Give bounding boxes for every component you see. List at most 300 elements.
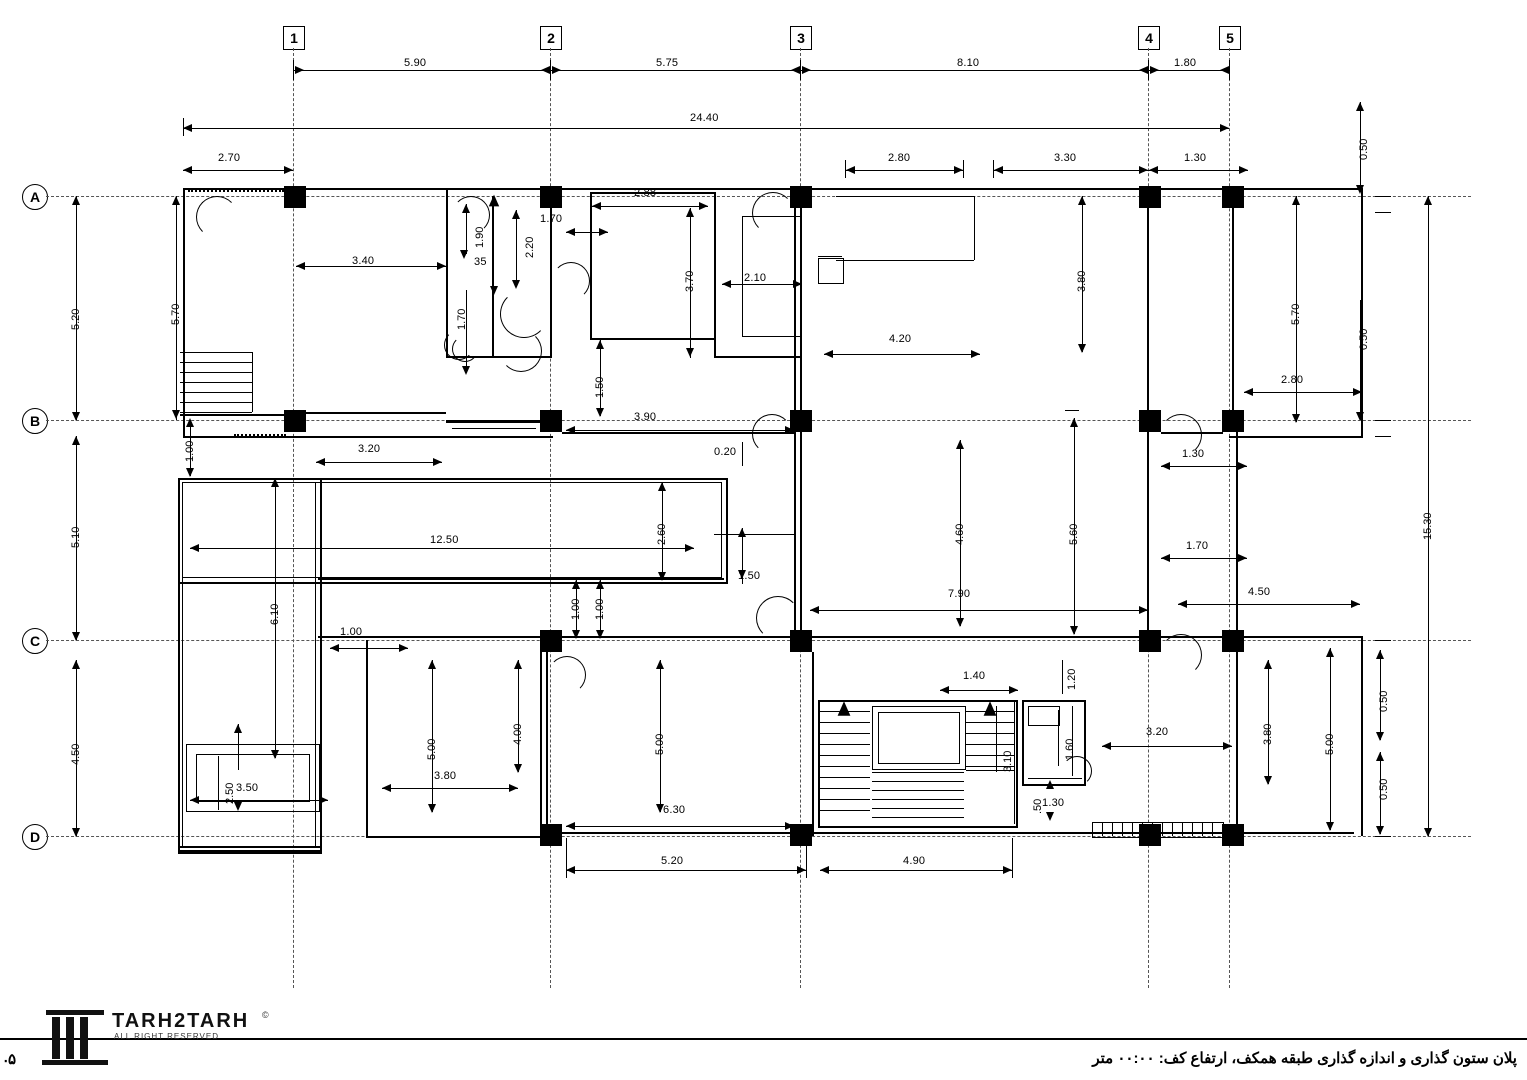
grid-label-D: D <box>22 824 48 850</box>
left-room-bottom2 <box>178 850 320 852</box>
column-B1 <box>284 410 306 432</box>
dim-5-20-left: 5.20 <box>70 308 82 330</box>
dim-line <box>382 788 518 789</box>
dim-line <box>566 826 794 827</box>
dim-arrow <box>1003 866 1012 874</box>
dim-line <box>1102 746 1232 747</box>
dim-arrow <box>1292 414 1300 423</box>
edge-tick-b <box>1375 420 1391 421</box>
dim-arrow <box>956 618 964 627</box>
dim-arrow <box>462 204 470 213</box>
stairs-left-edge <box>252 352 253 412</box>
dim-5-90: 5.90 <box>404 57 427 69</box>
dim-arrow <box>172 196 180 205</box>
dim-arrow <box>1376 826 1384 835</box>
dim-arrow <box>1356 412 1364 421</box>
dim-arrow <box>552 66 561 74</box>
pool-inner <box>196 754 310 802</box>
dim-line <box>316 462 442 463</box>
dim-arrow <box>490 286 498 295</box>
dim-arrow <box>72 412 80 421</box>
dim-arrow <box>1161 554 1170 562</box>
dim-5-75: 5.75 <box>656 57 679 69</box>
title-bar <box>0 1010 1527 1080</box>
dim-line <box>190 800 328 801</box>
drawing-title: پلان ستون گذاری و اندازه گذاری طبقه همکف، ارتفاع کف: ۰۰:۰۰ متر <box>1092 1050 1517 1067</box>
door-swing-5 <box>500 330 542 372</box>
dim-arrow <box>956 440 964 449</box>
dim-arrow <box>1070 626 1078 635</box>
door-swing-1 <box>196 196 238 238</box>
dim-arrow <box>1223 742 1232 750</box>
logo-tagline: ALL RIGHT RESERVED <box>114 1032 219 1041</box>
column-C5 <box>1222 630 1244 652</box>
grid-label-1: 1 <box>283 26 305 50</box>
dim-arrow <box>330 644 339 652</box>
dim-arrow <box>190 796 199 804</box>
dim-arrow <box>271 750 279 759</box>
dim-3-90: 3.90 <box>634 411 657 423</box>
column-B4 <box>1139 410 1161 432</box>
dim-arrow <box>1326 648 1334 657</box>
dim-arrow <box>295 66 304 74</box>
inner-detail-2 <box>836 260 974 261</box>
stairs-run-bottom <box>872 772 964 824</box>
wall-v-800b <box>800 432 802 632</box>
column-A4 <box>1139 186 1161 208</box>
dim-arrow <box>596 408 604 417</box>
dim-3-30: 3.30 <box>1054 152 1077 164</box>
edge-tick-a2 <box>1375 212 1391 213</box>
dim-1-50-upper: 1.50 <box>594 376 606 398</box>
wall-v-1232 <box>1232 196 1234 420</box>
inner-detail-9 <box>794 470 795 534</box>
dim-line <box>1268 660 1269 784</box>
column-A2 <box>540 186 562 208</box>
column-D2 <box>540 824 562 846</box>
dim-arrow <box>1326 822 1334 831</box>
dim-1-70-right: 1.70 <box>1186 540 1209 552</box>
dim-5-10-left: 5.10 <box>70 526 82 548</box>
wall-h-356b <box>714 356 802 358</box>
dim-4-00: 4.00 <box>512 723 524 745</box>
dim-1-20: 1.20 <box>1066 668 1078 690</box>
dim-line <box>1244 392 1362 393</box>
dim-arrow <box>1046 812 1054 821</box>
dim-arrow <box>572 580 580 589</box>
sheet-left-mark: ۰ <box>2 1052 10 1068</box>
dim-arrow <box>1149 166 1158 174</box>
dim-arrow <box>1238 554 1247 562</box>
page-number: ۵ <box>8 1051 17 1068</box>
logo-copyright: © <box>262 1010 269 1020</box>
dim-1-00-c: 1.00 <box>340 626 363 638</box>
dim-6-30: 6.30 <box>663 804 686 816</box>
dim-arrow <box>797 866 806 874</box>
dim-tick <box>1229 60 1230 80</box>
column-C4 <box>1139 630 1161 652</box>
dim-arrow <box>1009 686 1018 694</box>
dim-arrow <box>793 280 802 288</box>
dim-arrow <box>1292 196 1300 205</box>
dim-tick <box>183 118 184 136</box>
dim-arrow <box>72 828 80 837</box>
dim-arrow <box>596 630 604 639</box>
dim-line <box>516 210 517 286</box>
dim-4-90: 4.90 <box>903 855 926 867</box>
dim-arrow <box>1376 752 1384 761</box>
dim-arrow <box>785 426 794 434</box>
bath-fixture <box>1028 706 1060 726</box>
wall-a-seg1 <box>306 188 446 190</box>
dim-arrow <box>1356 102 1364 111</box>
dim-arrow <box>190 544 199 552</box>
dim-2-80-top: 2.80 <box>888 152 911 164</box>
left-room-bottom <box>178 846 320 848</box>
inner-detail-3 <box>974 196 975 260</box>
wall-v-800 <box>800 196 802 420</box>
dim-arrow <box>785 822 794 830</box>
dim-5-00-left: 5.00 <box>426 738 438 760</box>
left-room-right-wall <box>320 578 322 850</box>
grid-label-C: C <box>22 628 48 654</box>
wall-v-446 <box>446 188 448 356</box>
dim-line <box>238 724 239 770</box>
door-swing-4 <box>552 262 590 300</box>
inner-detail-8 <box>714 534 794 535</box>
dim-arrow <box>658 572 666 581</box>
dim-line <box>1058 710 1059 766</box>
dim-line <box>218 756 219 810</box>
door-swing-12 <box>1062 756 1092 786</box>
door-swing-14 <box>452 336 478 362</box>
dim-1-00-a: 1.00 <box>594 598 606 620</box>
dim-line <box>432 660 433 812</box>
dim-arrow <box>791 66 800 74</box>
inner-detail-7 <box>742 336 800 337</box>
dim-line <box>993 170 1148 171</box>
dim-arrow <box>1102 742 1111 750</box>
dim-arrow <box>234 802 242 811</box>
dim-5-70-left: 5.70 <box>170 303 182 325</box>
dim-arrow <box>382 784 391 792</box>
dim-arrow <box>1424 196 1432 205</box>
dim-line <box>996 706 997 772</box>
dim-1-30-mid: 1.30 <box>1182 448 1205 460</box>
grid-label-2: 2 <box>540 26 562 50</box>
dim-arrow <box>72 436 80 445</box>
dim-1-30-top: 1.30 <box>1184 152 1207 164</box>
dim-tick <box>963 160 964 178</box>
dim-1-00-b: 1.00 <box>570 598 582 620</box>
dim-2-10: 2.10 <box>744 272 767 284</box>
dim-arrow <box>271 478 279 487</box>
dim-arrow <box>284 166 293 174</box>
dim-3-20-b: 3.20 <box>358 443 381 455</box>
wall-v-812c <box>812 652 814 836</box>
dim-arrow <box>1178 600 1187 608</box>
dim-5-60: 5.60 <box>1068 523 1080 545</box>
dim-arrow <box>802 66 811 74</box>
dim-arrow <box>489 195 499 207</box>
dim-arrow <box>183 166 192 174</box>
dim-5-70-right: 5.70 <box>1290 303 1302 325</box>
dim-line <box>1178 604 1360 605</box>
dim-24-40: 24.40 <box>690 112 719 124</box>
dim-arrow <box>566 866 575 874</box>
wall-v-1147 <box>1147 196 1149 420</box>
grid-label-B: B <box>22 408 48 434</box>
dim-line <box>1161 558 1247 559</box>
dim-arrow <box>509 784 518 792</box>
dim-arrow <box>437 262 446 270</box>
dim-arrow <box>433 458 442 466</box>
dim-arrow <box>319 796 328 804</box>
dim-arrow <box>183 124 192 132</box>
dim-arrow <box>596 580 604 589</box>
wall-v-1147b <box>1147 432 1149 632</box>
dim-15-30: 15.30 <box>1422 512 1434 540</box>
dim-1-80: 1.80 <box>1174 57 1197 69</box>
dim-arrow <box>1424 828 1432 837</box>
dim-arrow <box>971 350 980 358</box>
dim-arrow <box>810 606 819 614</box>
dim-line <box>810 610 1148 611</box>
dim-4-50-right: 4.50 <box>1248 586 1271 598</box>
dim-arrow <box>72 196 80 205</box>
dim-2-70: 2.70 <box>218 152 241 164</box>
edge-tick-b2 <box>1375 436 1391 437</box>
dim-tick <box>1148 60 1149 80</box>
dim-3-20-lower: 3.20 <box>1146 726 1169 738</box>
dim-2-88: 2.88 <box>634 187 657 199</box>
stairs-landing <box>180 414 286 416</box>
dim-050-bottom: .50 <box>1032 798 1044 814</box>
sliding-door <box>446 422 542 423</box>
dim-arrow <box>846 166 855 174</box>
dim-arrow <box>699 202 708 210</box>
dim-arrow <box>541 66 550 74</box>
dim-arrow <box>72 632 80 641</box>
dim-3-80-left: 3.80 <box>434 770 457 782</box>
inner-detail-4 <box>818 256 842 257</box>
dim-0-20: 0.20 <box>714 446 737 458</box>
dim-1-40: 1.40 <box>963 670 986 682</box>
dim-line <box>466 290 467 370</box>
stairs-run-left <box>818 700 870 824</box>
dim-arrow <box>686 348 694 357</box>
dim-arrow <box>172 410 180 419</box>
dim-line <box>183 170 293 171</box>
stair-detail-2 <box>1014 700 1015 824</box>
bottom-wall-left <box>366 836 554 838</box>
dim-arrow <box>1150 66 1159 74</box>
dim-arrow <box>1376 732 1384 741</box>
dim-arrow <box>994 166 1003 174</box>
dim-arrow <box>186 418 194 427</box>
dim-3-70: 3.70 <box>684 270 696 292</box>
wall-v-540c <box>540 652 542 836</box>
dim-arrow <box>738 528 746 537</box>
dim-line <box>1161 466 1247 467</box>
dim-arrow <box>656 660 664 669</box>
overall-width-dim <box>183 128 1229 129</box>
dim-arrow <box>1078 344 1086 353</box>
dim-3-80-top: 3.80 <box>1076 270 1088 292</box>
dim-4-20: 4.20 <box>889 333 912 345</box>
dim-arrow <box>1264 660 1272 669</box>
inner-detail-1 <box>836 196 974 197</box>
dim-line <box>824 354 980 355</box>
stair-direction-arrow <box>838 701 851 715</box>
dim-arrow <box>1244 388 1253 396</box>
dim-3-40: 3.40 <box>352 255 375 267</box>
dim-arrow <box>1353 388 1362 396</box>
wall-v-794 <box>794 196 796 420</box>
dim-arrow <box>1239 166 1248 174</box>
dim-arrow <box>1078 196 1086 205</box>
door-swing-11 <box>548 656 586 694</box>
dim-arrow <box>1161 462 1170 470</box>
column-A1 <box>284 186 306 208</box>
edge-tick-a <box>1375 196 1391 197</box>
dim-arrow <box>514 764 522 773</box>
dim-0-50-c: 0.50 <box>1378 690 1390 712</box>
dim-6-10: 6.10 <box>269 603 281 625</box>
dim-1-70-a: 1.70 <box>540 213 563 225</box>
dim-arrow <box>1351 600 1360 608</box>
inner-detail-6 <box>742 216 743 336</box>
stairs-left <box>180 352 252 412</box>
dim-2-60: 2.60 <box>656 523 668 545</box>
dim-line <box>1062 660 1063 694</box>
stair-direction-arrow-2 <box>984 701 997 715</box>
dim-line <box>742 442 743 466</box>
dim-line <box>820 870 1012 871</box>
dim-arrow <box>566 426 575 434</box>
dim-tick <box>550 60 551 80</box>
dim-arrow <box>428 660 436 669</box>
door-swing-6 <box>752 192 794 234</box>
dim-7-90: 7.90 <box>948 588 971 600</box>
dim-5-20-bottom: 5.20 <box>661 855 684 867</box>
dim-line <box>566 870 806 871</box>
grid-label-3: 3 <box>790 26 812 50</box>
dim-arrow <box>685 544 694 552</box>
dim-arrow <box>186 468 194 477</box>
dim-0-50-d: 0.50 <box>1378 778 1390 800</box>
right-inner-wall <box>1236 640 1238 836</box>
dim-arrow <box>820 866 829 874</box>
dim-1-30-bottom: 1.30 <box>1042 797 1065 809</box>
dim-arrow <box>1070 418 1078 427</box>
dim-arrow <box>462 366 470 375</box>
dim-arrow <box>592 202 601 210</box>
dim-arrow <box>824 350 833 358</box>
column-B2 <box>540 410 562 432</box>
dim-arrow <box>1238 462 1247 470</box>
dim-1-70-b: 1.70 <box>456 308 468 330</box>
logo-name: TARH2TARH <box>112 1010 250 1032</box>
mid-left-wall <box>366 640 368 836</box>
dim-arrow <box>566 822 575 830</box>
dim-arrow <box>686 208 694 217</box>
dim-tick <box>800 60 801 80</box>
wall-v-590 <box>590 192 592 338</box>
exterior-wall-b <box>183 436 553 438</box>
entry-strip-b <box>234 434 286 436</box>
wall-a-seg3 <box>812 188 1142 190</box>
bottom-stair-treads <box>1092 822 1222 836</box>
dim-3-10: 3.10 <box>1002 750 1014 772</box>
dim-12-50: 12.50 <box>430 534 459 546</box>
tick-detail <box>1065 410 1079 411</box>
wall-v-714 <box>714 192 716 356</box>
dim-line <box>1360 300 1361 420</box>
wall-b-seg1 <box>306 412 446 414</box>
column-C2 <box>540 630 562 652</box>
dim-line <box>940 690 1018 691</box>
dim-line <box>518 660 519 772</box>
wall-v-492 <box>492 196 494 356</box>
dim-line <box>1148 170 1248 171</box>
dim-arrow <box>1139 166 1148 174</box>
edge-tick-c <box>1375 640 1391 641</box>
exterior-wall-right-b <box>1229 436 1363 438</box>
dim-arrow <box>1376 650 1384 659</box>
dim-arrow <box>460 250 468 259</box>
dim-arrow <box>1220 124 1229 132</box>
door-swing-9 <box>756 596 800 640</box>
dim-arrow <box>428 804 436 813</box>
dim-arrow <box>512 210 520 219</box>
grid-label-5: 5 <box>1219 26 1241 50</box>
dim-4-60: 4.60 <box>954 523 966 545</box>
dim-5-00-center: 5.00 <box>654 733 666 755</box>
dim-arrow <box>658 482 666 491</box>
dim-35: 35 <box>474 256 487 268</box>
fixture-small <box>818 258 844 284</box>
dim-arrow <box>1220 66 1229 74</box>
dim-arrow <box>316 458 325 466</box>
dim-arrow <box>1139 66 1148 74</box>
dim-arrow <box>514 660 522 669</box>
dim-2-50: 2.50 <box>224 782 236 804</box>
logo <box>40 1008 269 1068</box>
sliding-door-2 <box>452 428 536 429</box>
dim-4-50-left: 4.50 <box>70 743 82 765</box>
door-swing-7 <box>752 414 792 454</box>
dim-line <box>592 206 708 207</box>
dim-5-00-right: 5.00 <box>1324 733 1336 755</box>
dim-arrow <box>399 644 408 652</box>
entry-strip-top <box>188 190 284 192</box>
dim-1-90: 1.90 <box>474 226 486 248</box>
column-D5 <box>1222 824 1244 846</box>
dim-3-50: 3.50 <box>236 782 259 794</box>
dim-arrow <box>722 280 731 288</box>
wall-c-line <box>318 636 1363 638</box>
dim-line <box>845 170 963 171</box>
dim-line <box>190 548 694 549</box>
dim-line <box>330 648 408 649</box>
dim-line <box>566 430 794 431</box>
door-swing-10 <box>1160 634 1202 676</box>
dim-arrow <box>596 340 604 349</box>
dim-tick <box>293 60 294 80</box>
dim-8-10: 8.10 <box>957 57 980 69</box>
dim-tick <box>1012 838 1013 878</box>
